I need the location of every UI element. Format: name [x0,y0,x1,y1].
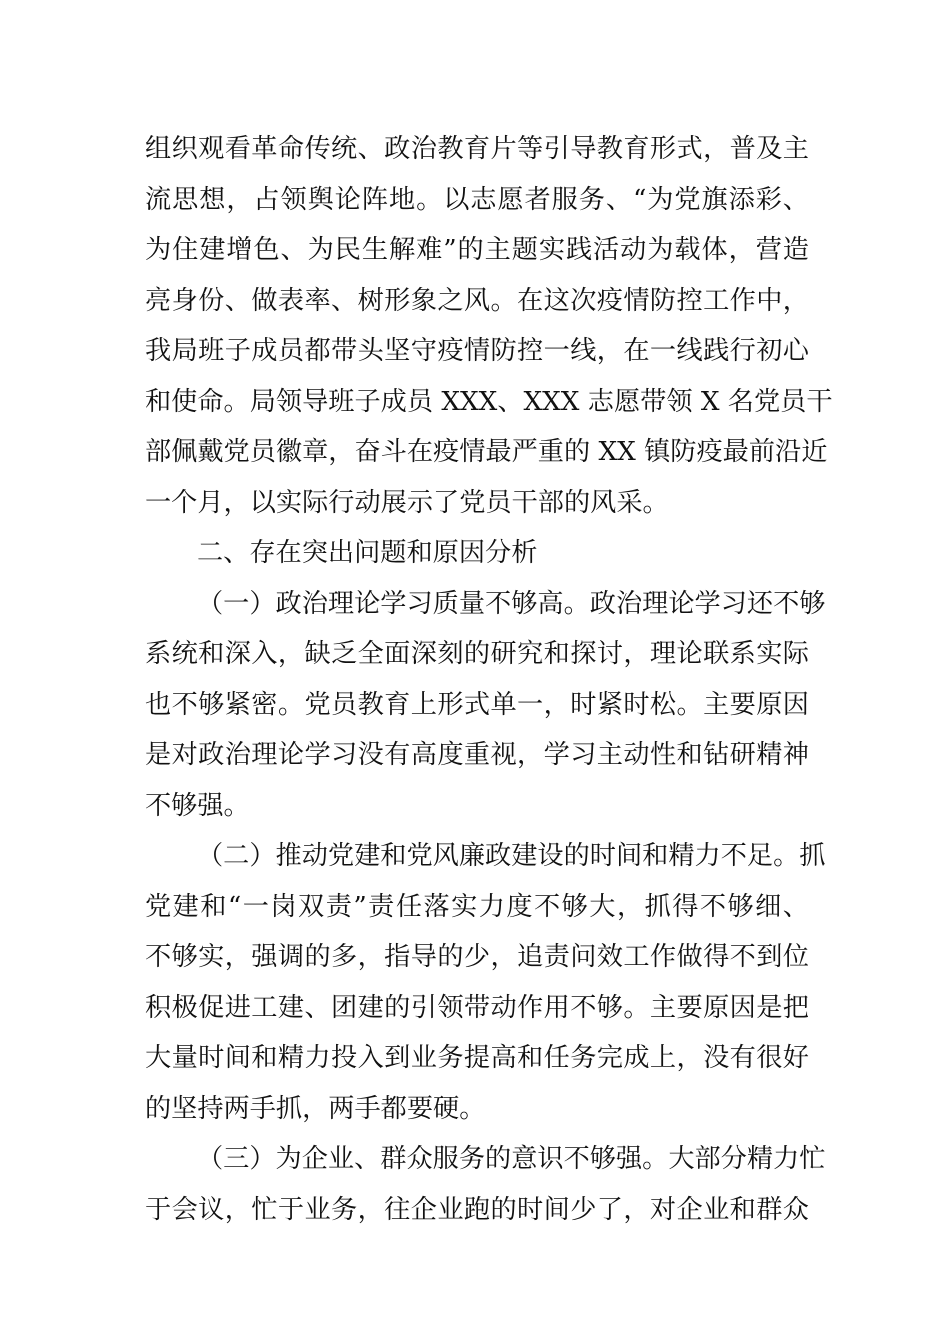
text-line: 是对政治理论学习没有高度重视，学习主动性和钻研精神 [145,740,809,770]
paragraph-problem-1 [145,579,826,832]
text-line: 为住建增色、为民生解难”的主题实践活动为载体，营造 [145,235,809,265]
text-line: 一个月，以实际行动展示了党员干部的风采。 [145,487,669,518]
text-line: 于会议，忙于业务，往企业跑的时间少了，对企业和群众 [145,1194,809,1225]
section-heading [145,528,809,579]
paragraph-problem-3 [145,1134,826,1235]
text-line: 亮身份、做表率、树形象之风。在这次疫情防控工作中， [145,285,809,316]
text-line: （一）政治理论学习质量不够高。政治理论学习还不够 [197,588,826,619]
text-line: 大量时间和精力投入到业务提高和任务完成上，没有很好 [145,1043,809,1073]
text-line: 不够实，强调的多，指导的少，追责问效工作做得不到位 [145,942,809,972]
paragraph-problem-2 [145,831,826,1134]
text-line: 我局班子成员都带头坚守疫情防控一线，在一线践行初心 [145,336,809,366]
text-line: 系统和深入，缺乏全面深刻的研究和探讨，理论联系实际 [145,639,809,669]
text-line: 和使命。局领导班子成员 XXX、XXX 志愿带领 X 名党员干 [145,386,833,417]
text-line: 的坚持两手抓，两手都要硬。 [145,1093,486,1124]
document-body [145,124,833,1235]
heading-text: 二、存在突出问题和原因分析 [197,538,538,568]
paragraph-1 [145,124,833,528]
text-line: 不够强。 [145,790,250,821]
text-line: （三）为企业、群众服务的意识不够强。大部分精力忙 [197,1144,826,1174]
text-line: （二）推动党建和党风廉政建设的时间和精力不足。抓 [197,841,826,871]
text-line: 部佩戴党员徽章，奋斗在疫情最严重的 XX 镇防疫最前沿近 [145,437,828,467]
text-line: 流思想，占领舆论阵地。以志愿者服务、“为党旗添彩、 [145,184,809,215]
text-line: 积极促进工建、团建的引领带动作用不够。主要原因是把 [145,992,809,1023]
text-line: 也不够紧密。党员教育上形式单一，时紧时松。主要原因 [145,689,809,720]
text-line: 组织观看革命传统、政治教育片等引导教育形式，普及主 [145,134,809,164]
text-line: 党建和“一岗双责”责任落实力度不够大，抓得不够细、 [145,891,809,922]
